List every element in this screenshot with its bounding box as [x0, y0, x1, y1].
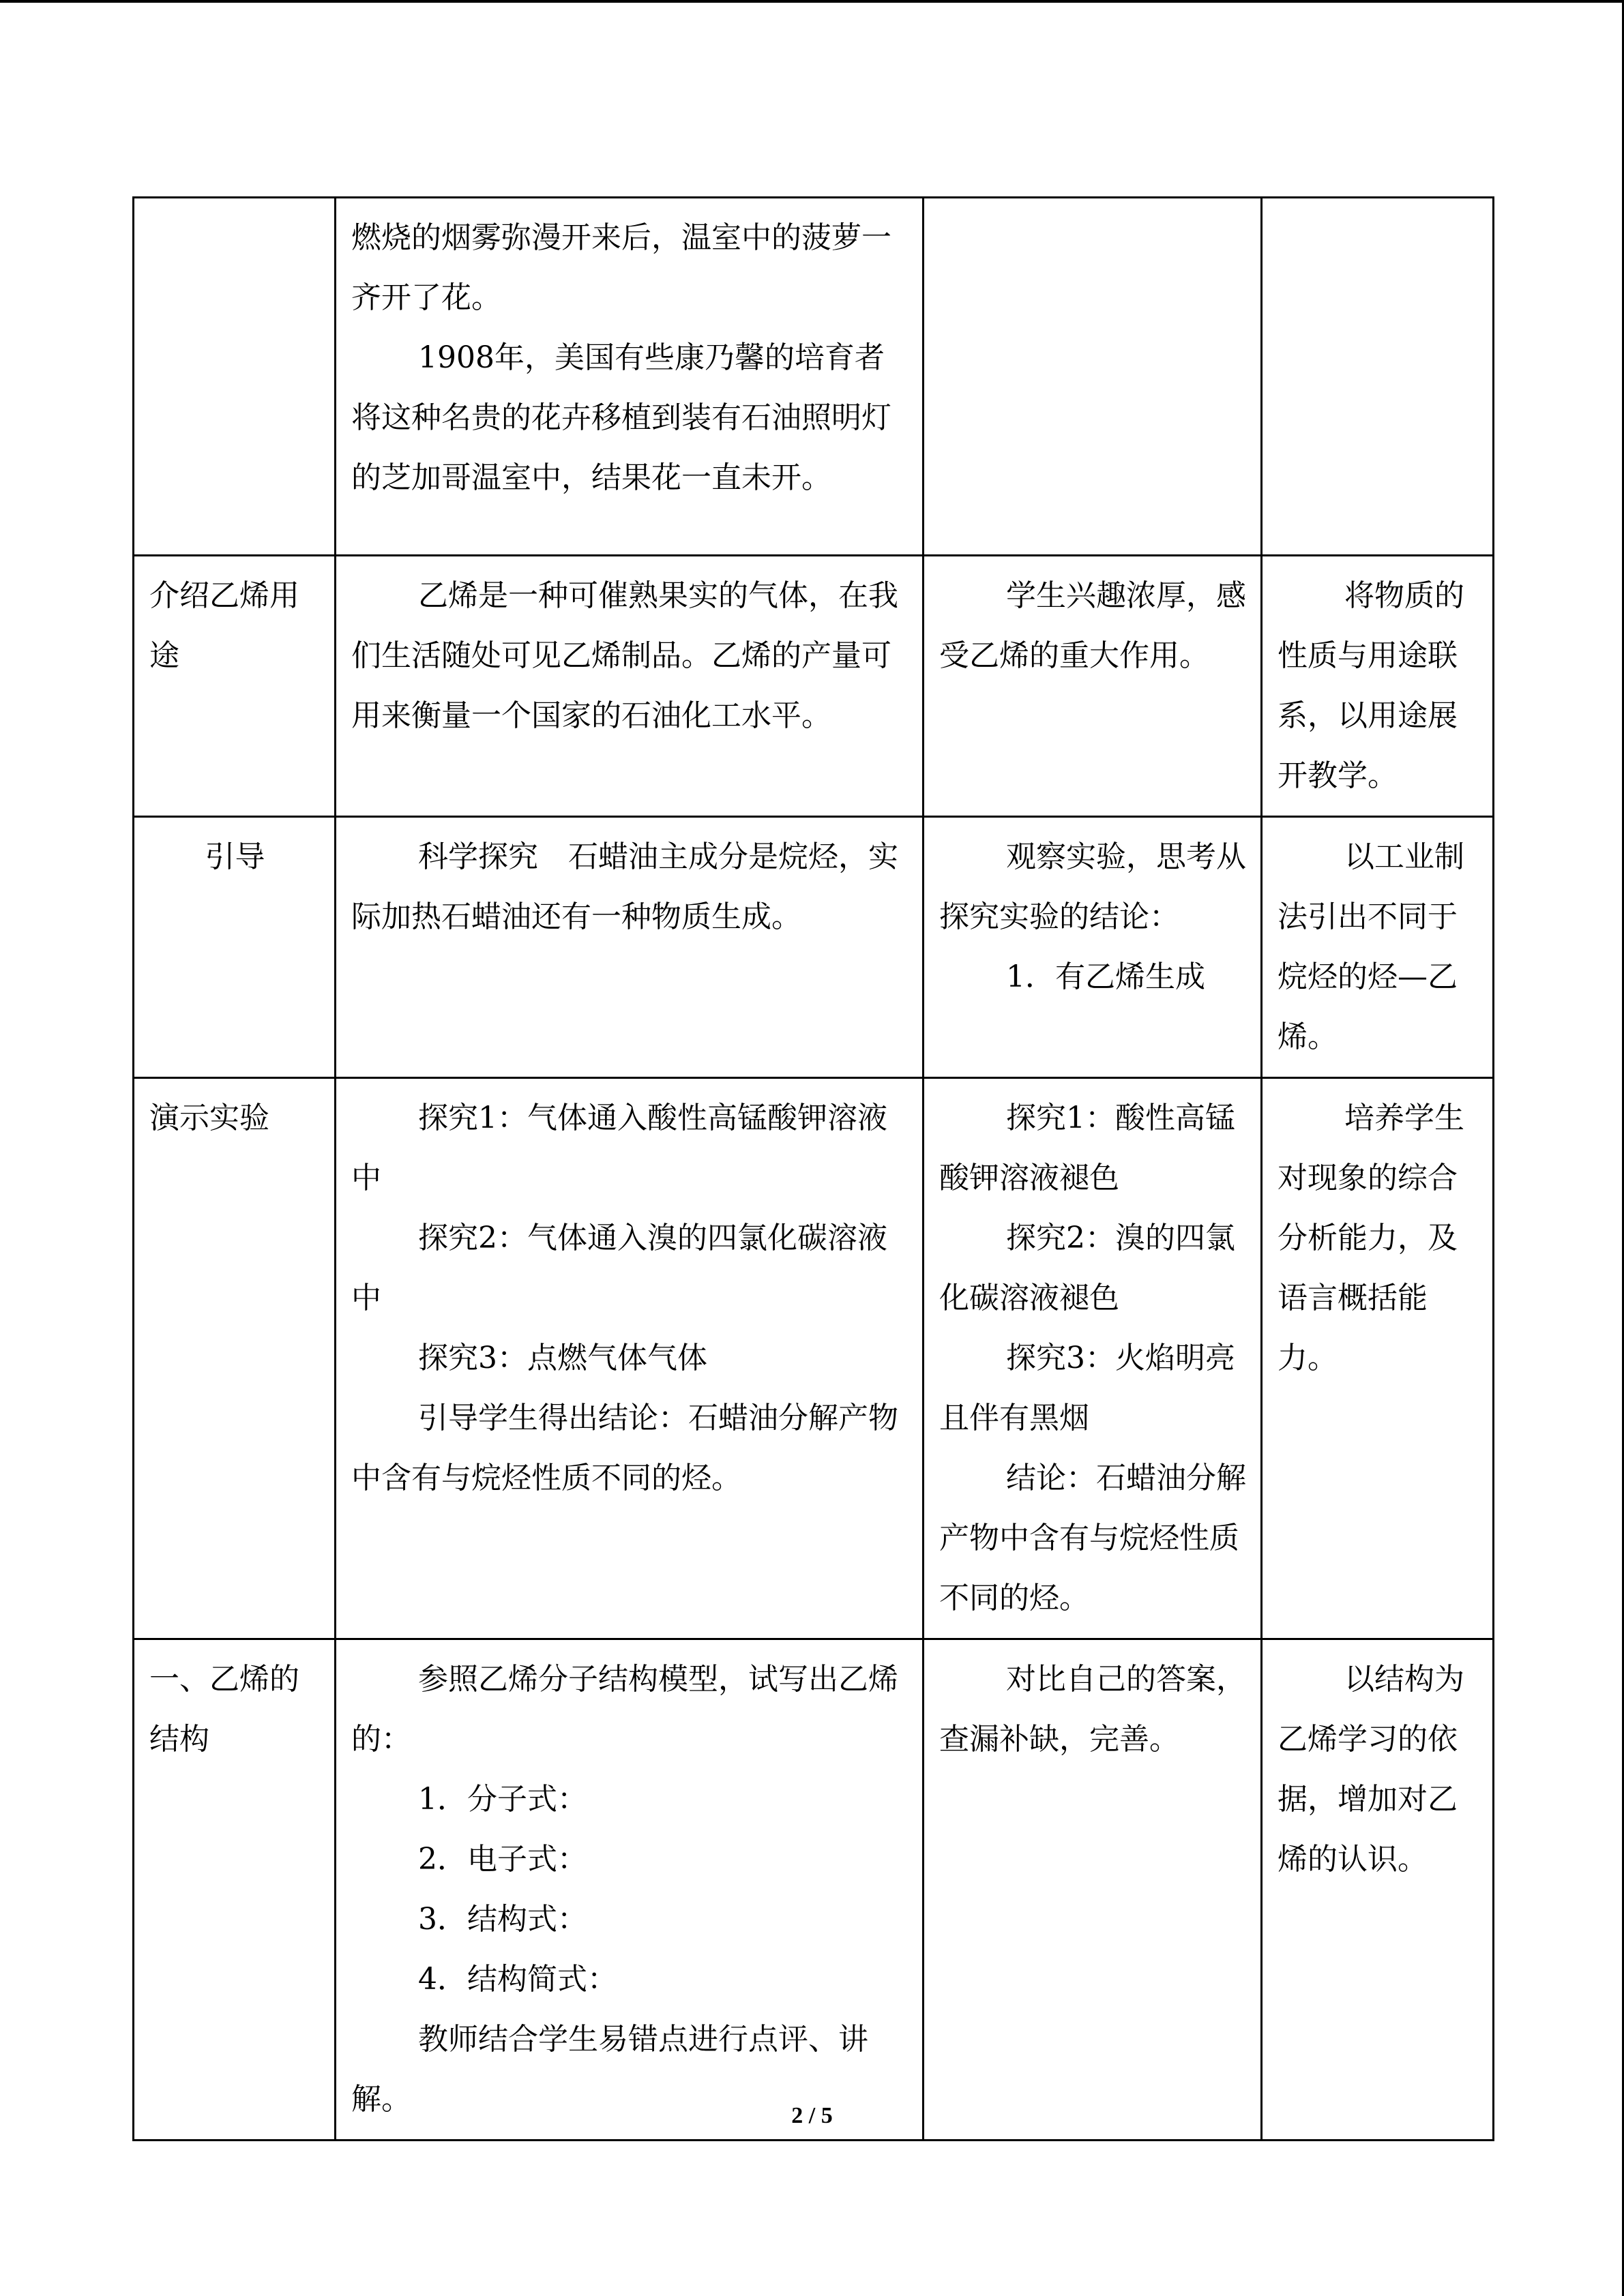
student-activity-cell: [924, 817, 1262, 1078]
teacher-list-item: 1．分子式：: [418, 1782, 587, 1817]
step-label: 一、乙烯的结构: [149, 1662, 299, 1757]
table-row: [134, 198, 1494, 556]
student-text: 学生兴趣浓厚，感受乙烯的重大作用。: [939, 578, 1246, 673]
teacher-activity-cell: [336, 198, 924, 556]
step-label: 演示实验: [149, 1101, 269, 1135]
teacher-text: 燃烧的烟雾弥漫开来后，温室中的菠萝一齐开了花。: [351, 220, 891, 315]
teacher-activity-cell: [336, 1639, 924, 2141]
student-text: 探究1：酸性高锰酸钾溶液褪色: [939, 1101, 1235, 1195]
step-cell: [134, 817, 336, 1078]
teacher-list-item: 2．电子式：: [418, 1842, 587, 1877]
teacher-text: 探究2：气体通入溴的四氯化碳溶液中: [351, 1221, 887, 1315]
step-cell: [134, 556, 336, 817]
design-intent-cell: [1262, 817, 1494, 1078]
step-cell: [134, 1078, 336, 1639]
student-activity-cell: [924, 198, 1262, 556]
student-text: 对比自己的答案，查漏补缺，完善。: [939, 1662, 1246, 1757]
student-activity-cell: [924, 1639, 1262, 2141]
teacher-text: 参照乙烯分子结构模型，试写出乙烯的：: [351, 1662, 898, 1757]
lesson-plan-table: [132, 196, 1494, 2141]
teacher-list-item: 3．结构式：: [418, 1902, 587, 1937]
step-cell: [134, 1639, 336, 2141]
step-label: 引导: [205, 839, 265, 874]
teacher-text: 探究3：点燃气体气体: [418, 1341, 707, 1375]
teacher-activity-cell: [336, 817, 924, 1078]
student-activity-cell: [924, 556, 1262, 817]
teacher-activity-cell: [336, 556, 924, 817]
teacher-text: 科学探究 石蜡油主成分是烷烃，实际加热石蜡油还有一种物质生成。: [351, 839, 898, 934]
table-row: [134, 817, 1494, 1078]
intent-text: 以结构为乙烯学习的依据，增加对乙烯的认识。: [1278, 1662, 1464, 1877]
teacher-text: 乙烯是一种可催熟果实的气体，在我们生活随处可见乙烯制品。乙烯的产量可用来衡量一个国家的石油化工水平。: [351, 578, 898, 733]
student-activity-cell: [924, 1078, 1262, 1639]
student-text: 1．有乙烯生成: [1006, 959, 1205, 994]
step-label: 介绍乙烯用途: [149, 578, 299, 673]
table-row: [134, 1078, 1494, 1639]
design-intent-cell: [1262, 556, 1494, 817]
teacher-text: 引导学生得出结论：石蜡油分解产物中含有与烷烃性质不同的烃。: [351, 1401, 898, 1495]
student-text: 探究3：火焰明亮且伴有黑烟: [939, 1341, 1235, 1435]
page-border-top: [0, 0, 1624, 3]
student-text: 探究2：溴的四氯化碳溶液褪色: [939, 1221, 1235, 1315]
student-text: 观察实验，思考从探究实验的结论：: [939, 839, 1246, 934]
teacher-activity-cell: [336, 1078, 924, 1639]
page-number: 2 / 5: [791, 2103, 833, 2128]
step-cell: [134, 198, 336, 556]
design-intent-cell: [1262, 1639, 1494, 2141]
intent-text: 培养学生对现象的综合分析能力，及语言概括能力。: [1278, 1101, 1464, 1375]
teacher-text: 1908年，美国有些康乃馨的培育者将这种名贵的花卉移植到装有石油照明灯的芝加哥温室中，结果花一直未开。: [351, 340, 891, 495]
intent-text: 将物质的性质与用途联系，以用途展开教学。: [1278, 578, 1464, 793]
teacher-list-item: 4．结构简式：: [418, 1962, 617, 1997]
teacher-text: 探究1：气体通入酸性高锰酸钾溶液中: [351, 1101, 887, 1195]
design-intent-cell: [1262, 1078, 1494, 1639]
student-text: 结论：石蜡油分解产物中含有与烷烃性质不同的烃。: [939, 1461, 1246, 1615]
design-intent-cell: [1262, 198, 1494, 556]
table-row: [134, 556, 1494, 817]
teacher-text: 教师结合学生易错点进行点评、讲解。: [351, 2022, 868, 2117]
intent-text: 以工业制法引出不同于烷烃的烃—乙烯。: [1278, 839, 1464, 1054]
table-row: [134, 1639, 1494, 2141]
